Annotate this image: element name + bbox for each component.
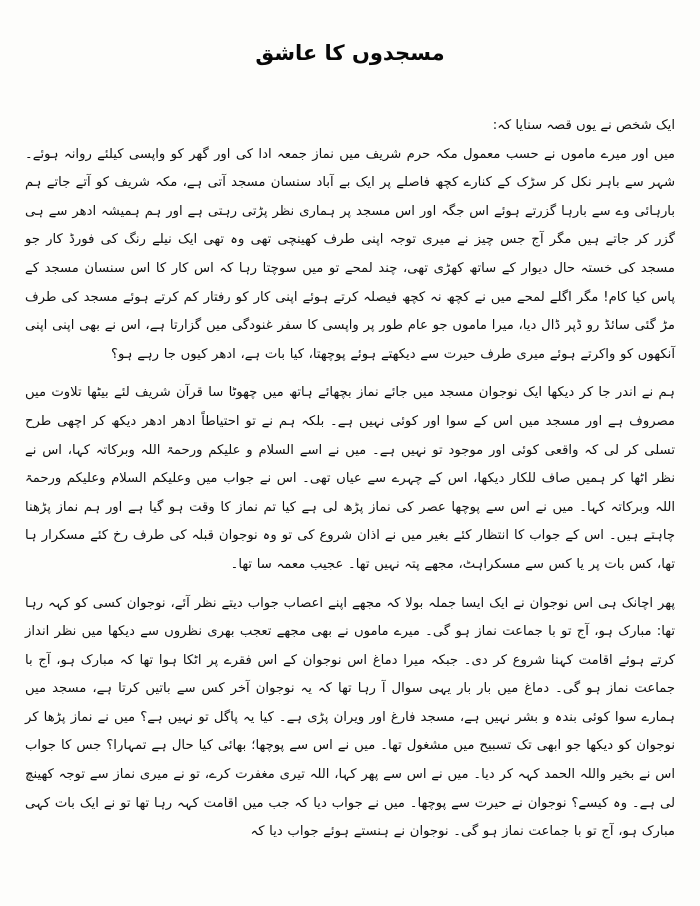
- intro-line: ایک شخص نے یوں قصہ سنایا کہ:: [492, 118, 675, 133]
- paragraph-1: میں اور میرے ماموں نے حسب معمول مکہ حرم شریف میں نماز جمعہ ادا کی اور گھر کو واپسی کیلئے روانہ ہوئے۔ شہر سے باہر نکل کر سڑک کے کنارے کچھ فاصلے پر ایک بے آباد سنسان مسجد آتی ہے، مکہ شریف کو آتے جاتے ہم بارہائی وے سے بارہا گزرتے ہوئے اس جگہ اور اس مسجد پر ہماری نظر پڑتی رہتی ہے اور ہم ہمیشہ ادھر سے ہی گزر کر جاتے ہیں مگر آج جس چیز نے میری توجہ اپنی طرف کھینچی تھی وہ تھی ایک نیلے رنگ کی فورڈ کار جو مسجد کی خستہ حال دیوار کے ساتھ کھڑی تھی، چند لمحے تو میں سوچتا رہا کہ اس کار کا اس سنسان مسجد کے پاس کیا کام! مگر اگلے لمحے میں نے کچھ نہ کچھ فیصلہ کرتے ہوئے اپنی کار کو رفتار کم کرتے ہوئے مسجد کی طرف مڑ گئی سائڈ رو ڈپر ڈال دیا، میرا ماموں جو عام طور پر واپسی کا سفر غنودگی میں گزارتا ہے، اس نے بھی اپنی اپنی آنکھوں کو واکرتے ہوئے میری طرف حیرت سے دیکھتے ہوئے پوچھتا، کیا بات ہے، ادھر کیوں جا رہے ہو؟: [25, 146, 675, 362]
- page-title: مسجدوں کا عاشق: [255, 41, 445, 65]
- paragraph-3: پھر اچانک ہی اس نوجوان نے ایک ایسا جملہ بولا کہ مجھے اپنے اعصاب جواب دیتے نظر آئے، نوجوان کسی کو کہہ رہا تھا: مبارک ہو، آج تو با جماعت نماز ہو گی۔ میرے ماموں نے بھی مجھے تعجب بھری نظروں سے دیکھا میں نظر انداز کرتے ہوئے اقامت کہنا شروع کر دی۔ جبکہ میرا دماغ اس نوجوان کے اس فقرے پر اٹکا ہوا تھا کہ مبارک ہو، آج با جماعت نماز ہو گی۔ دماغ میں بار بار یہی سوال آ رہا تھا کہ یہ نوجوان آخر کس سے باتیں کرتا ہے، مسجد میں ہمارے سوا کوئی بندہ و بشر نہیں ہے، مسجد فارغ اور ویران پڑی ہے۔ کیا یہ پاگل تو نہیں ہے؟ میں نے نماز پڑھا کر نوجوان کو دیکھا جو ابھی تک تسبیح میں مشغول تھا۔ میں نے اس سے پوچھا؛ بھائی کیا حال ہے تمہارا؟ جس کا جواب اس نے بخیر واللہ الحمد کہہ کر دیا۔ میں نے اس سے پھر کہا، اللہ تیری مغفرت کرے، تو نے میری نماز سے توجہ کھینچ لی ہے۔ وہ کیسے؟ نوجوان نے حیرت سے پوچھا۔ میں نے جواب دیا کہ جب میں اقامت کہہ رہا تھا تو نے ایک بات کہی مبارک ہو، آج تو با جماعت نماز ہو گی۔ نوجوان نے ہنستے ہوئے جواب دیا کہ: [25, 595, 675, 840]
- document-body: [25, 112, 675, 847]
- paragraph-2: ہم نے اندر جا کر دیکھا ایک نوجوان مسجد میں جائے نماز بچھائے ہاتھ میں چھوٹا سا قرآن شریف لئے بیٹھا تلاوت میں مصروف ہے اور مسجد میں اس کے سوا اور کوئی نہیں ہے۔ بلکہ ہم نے تو احتیاطاً ادھر ادھر دیکھ کر اچھی طرح تسلی کر لی کہ واقعی کوئی اور موجود تو نہیں ہے۔ میں نے اسے السلام و علیکم ورحمۃ اللہ وبرکاتہ کہا، اس نے نظر اٹھا کر ہمیں صاف للکار دیکھا، اس کے چہرے سے عیاں تھی۔ اس نے جواب میں وعلیکم السلام وعلیکم ورحمۃ اللہ وبرکاتہ کہا۔ میں نے اس سے پوچھا عصر کی نماز پڑھ لی ہے کیا تم نماز کا وقت ہو گیا ہے اور ہم نماز پڑھنا چاہتے ہیں۔ اس کے جواب کا انتظار کئے بغیر میں نے اذان شروع کی تو وہ نوجوان قبلہ کی طرف رخ کئے مسکرار ہا تھا، کس بات پر یا کس سے مسکراہٹ، مجھے پتہ نہیں تھا۔ عجیب معمہ سا تھا۔: [25, 385, 675, 572]
